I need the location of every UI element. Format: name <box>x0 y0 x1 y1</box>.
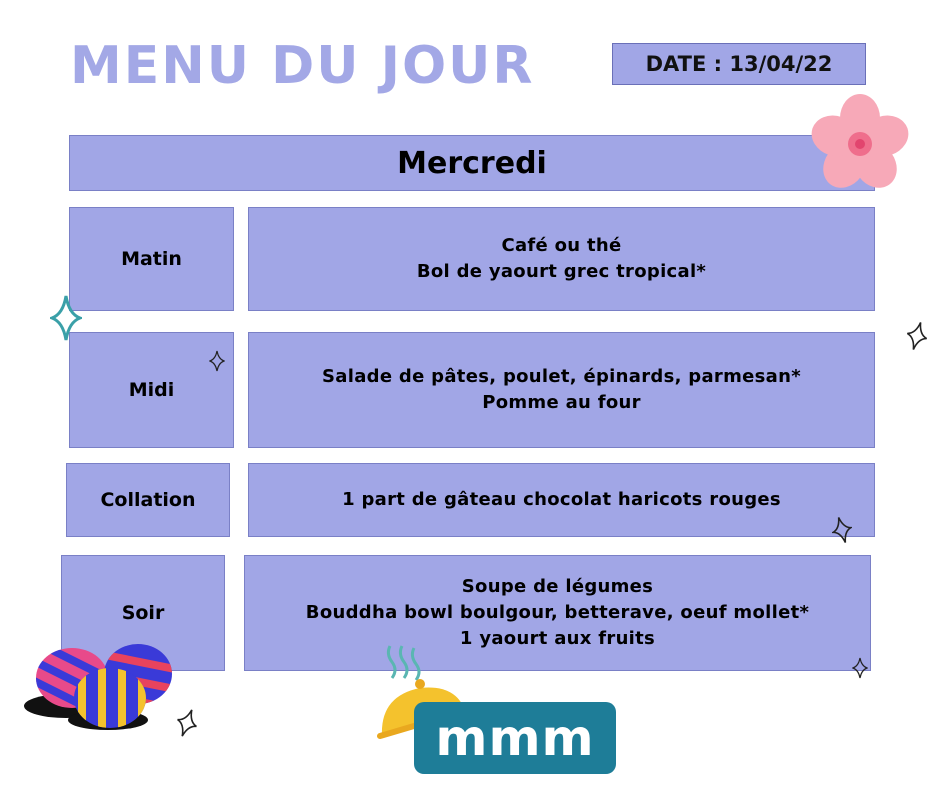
meal-line: 1 yaourt aux fruits <box>459 628 656 649</box>
meal-label-matin <box>69 207 234 311</box>
page-title: MENU DU JOUR <box>70 36 535 96</box>
sparkle-icon <box>209 350 225 372</box>
meal-line: Salade de pâtes, poulet, épinards, parmesan* <box>322 366 801 387</box>
meal-line: Soupe de légumes <box>461 576 654 597</box>
macaron-icon <box>12 640 178 732</box>
flower-icon <box>806 94 914 194</box>
sparkle-icon <box>906 321 928 351</box>
meal-line: Pomme au four <box>482 392 641 413</box>
meal-line: Bouddha bowl boulgour, betterave, oeuf mollet* <box>305 602 810 623</box>
date-box: DATE : 13/04/22 <box>612 43 866 85</box>
meal-label-text: Matin <box>121 248 182 270</box>
sparkle-icon <box>50 294 82 342</box>
meal-content-soir <box>244 555 871 671</box>
meal-label-collation <box>66 463 230 537</box>
meal-label-text: Midi <box>128 379 175 401</box>
sparkle-icon <box>176 708 198 738</box>
meal-line: Bol de yaourt grec tropical* <box>416 261 707 282</box>
meal-line: 1 part de gâteau chocolat haricots rouges <box>342 489 781 510</box>
meal-label-text: Collation <box>100 489 196 511</box>
sparkle-icon <box>832 516 852 544</box>
meal-content-collation <box>248 463 875 537</box>
logo-badge <box>414 702 616 774</box>
logo-text: mmm <box>435 709 595 767</box>
sparkle-icon <box>852 657 868 679</box>
meal-label-text: Soir <box>121 602 165 624</box>
meal-content-matin <box>248 207 875 311</box>
meal-line: Café ou thé <box>501 235 622 256</box>
day-header: Mercredi <box>69 135 875 191</box>
meal-content-midi <box>248 332 875 448</box>
